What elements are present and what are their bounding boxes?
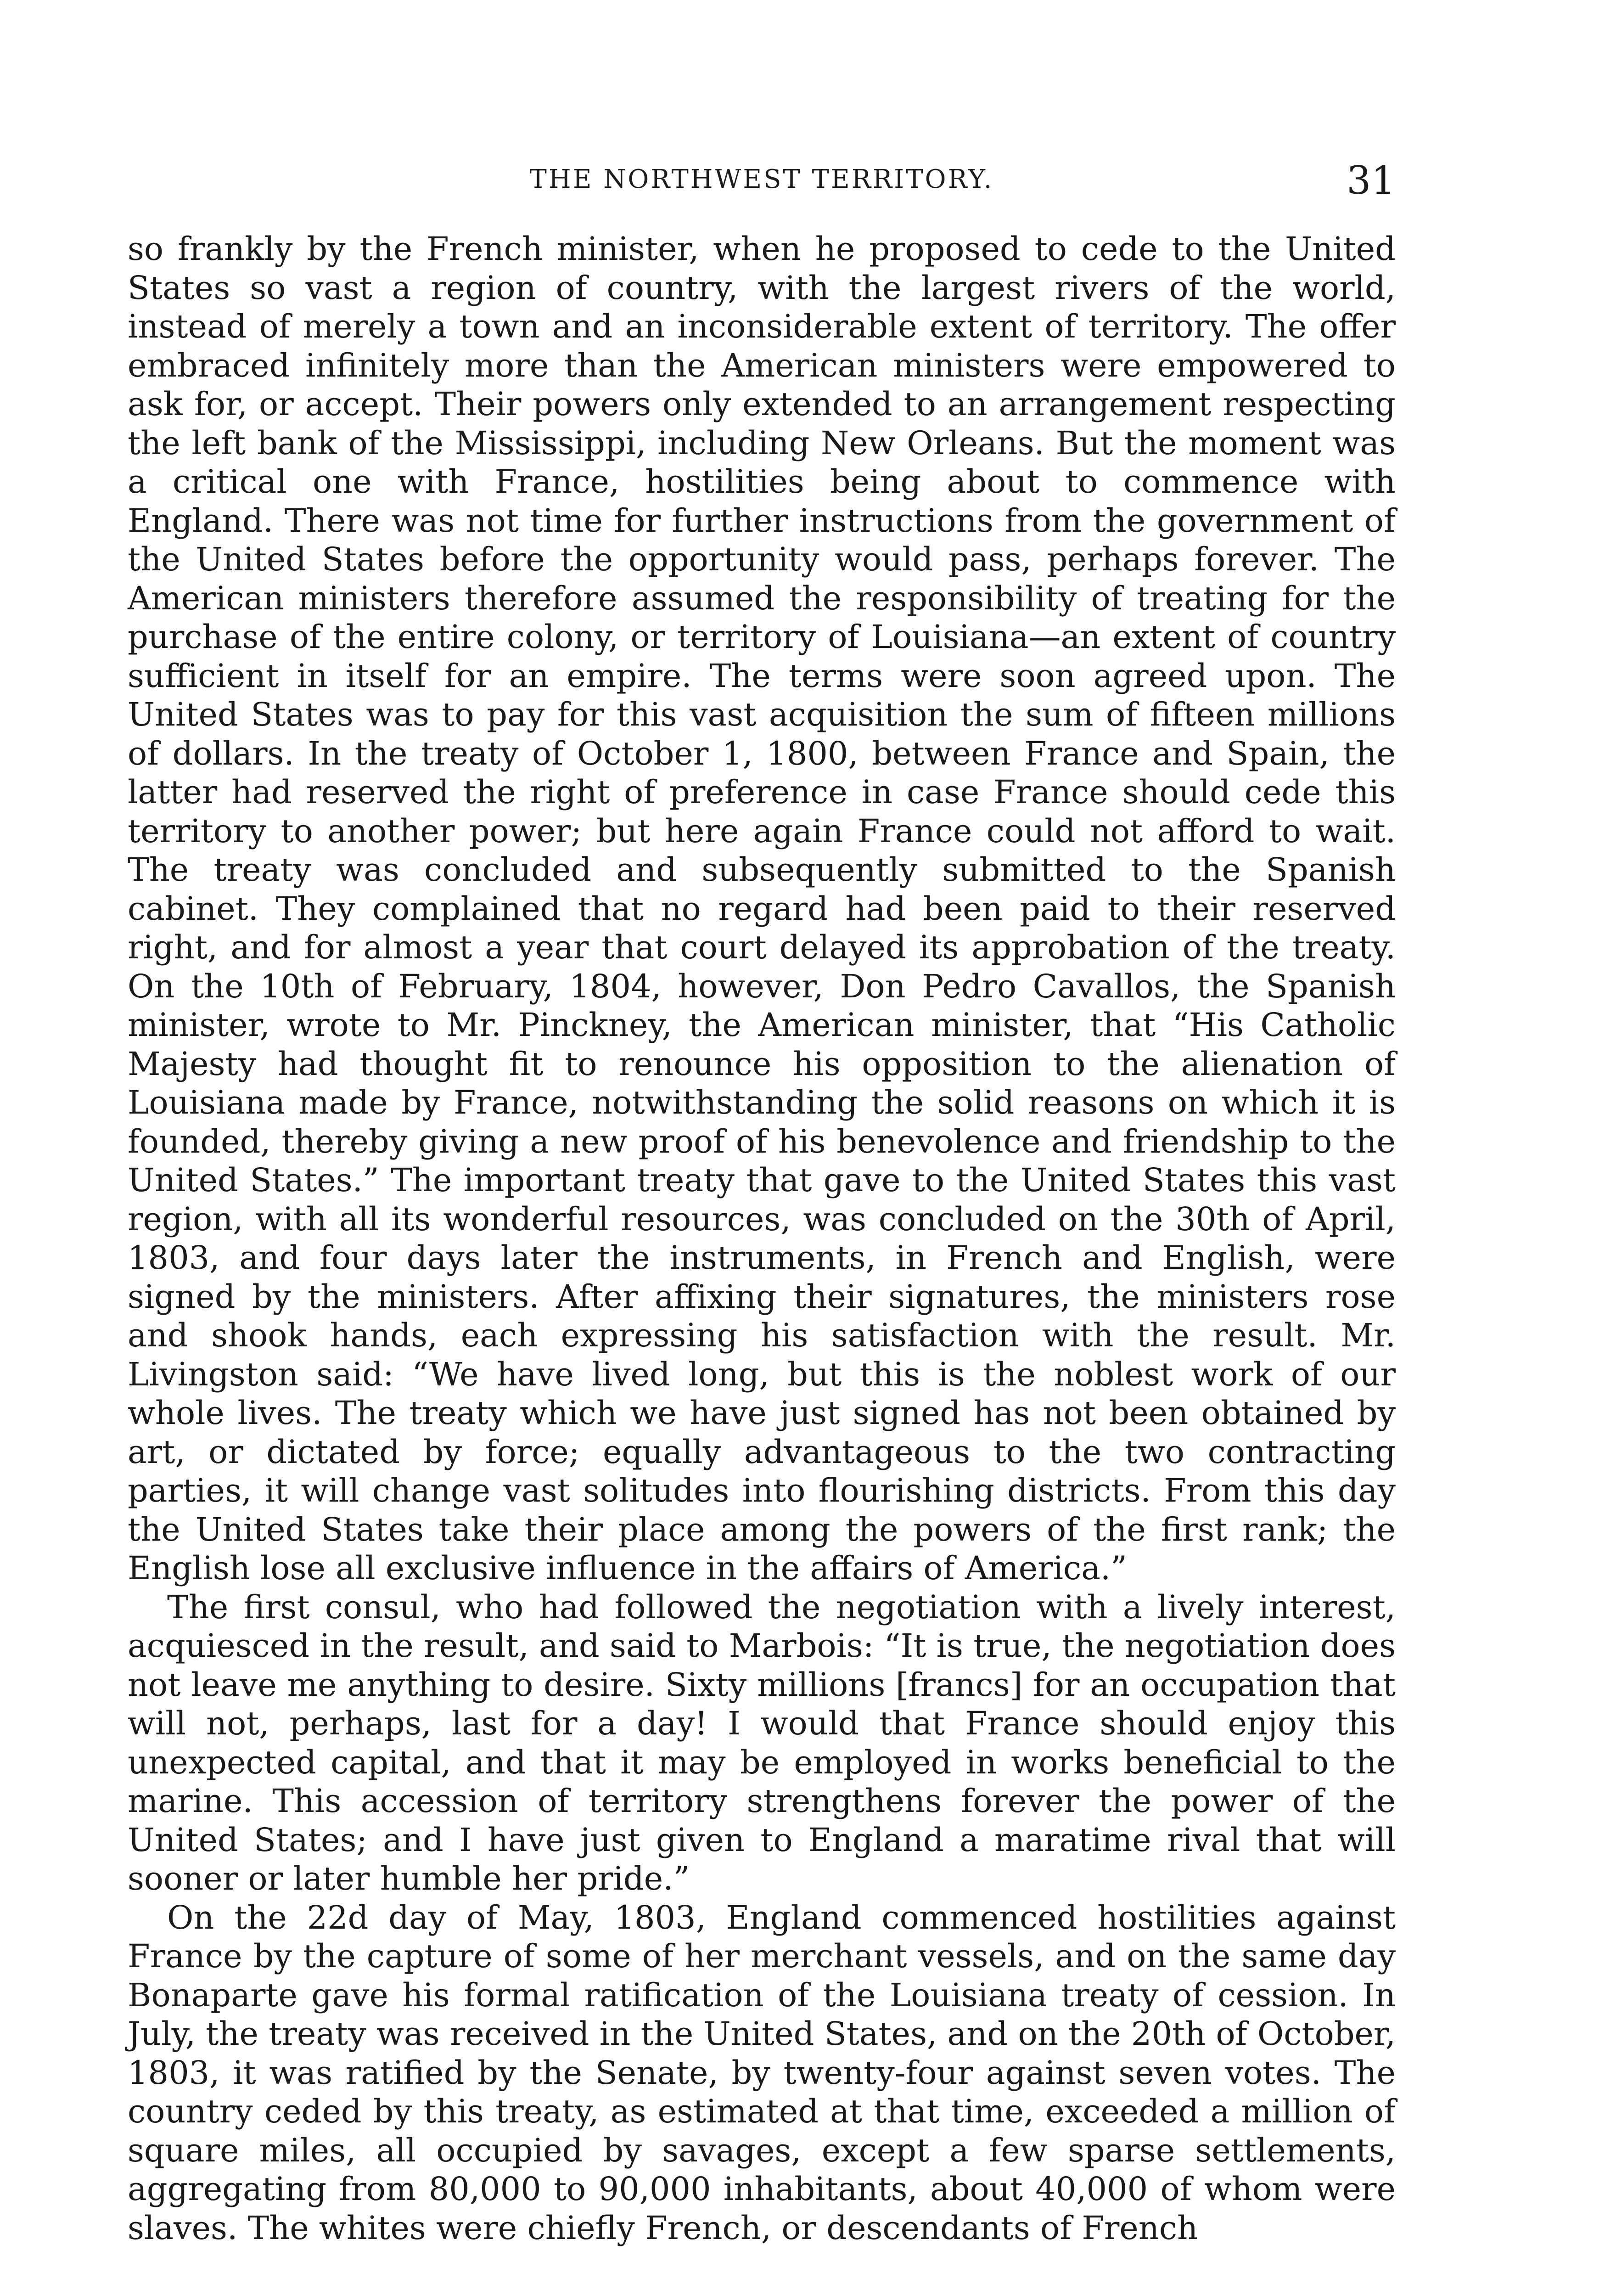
running-title: THE NORTHWEST TERRITORY. [529,164,994,194]
running-header [128,158,1396,206]
paragraph-1: so frankly by the French minister, when he proposed to cede to the United States so vast a region of country, with the largest rivers of the world, instead of merely a town and an inconsiderable extent of territory. The offer embraced infinitely more than the American ministers were empowered to ask for, or accept. Their powers only extended to an arrangement respecting the left bank of the Mississippi, including New Orleans. But the moment was a critical one with France, hostilities being about to commence with England. There was not time for further instructions from the government of the United States before the opportunity would pass, perhaps forever. The American ministers therefore assumed the responsibility of treating for the purchase of the entire colony, or territory of Louisiana—an extent of country sufficient in itself for an empire. The terms were soon agreed upon. The United States was to pay for this vast acquisition the sum of fifteen millions of dollars. In the treaty of October 1, 1800, between France and Spain, the latter had reserved the right of preference in case France should cede this territory to another power; but here again France could not afford to wait. The treaty was concluded and subsequently submitted to the Spanish cabinet. They complained that no regard had been paid to their reserved right, and for almost a year that court delayed its approbation of the treaty. On the 10th of February, 1804, however, Don Pedro Cavallos, the Spanish minister, wrote to Mr. Pinckney, the American minister, that “His Catholic Majesty had thought fit to renounce his opposition to the alienation of Louisiana made by France, notwithstanding the solid reasons on which it is founded, thereby giving a new proof of his benevolence and friendship to the United States.” The important treaty that gave to the United States this vast region, with all its wonderful resources, was concluded on the 30th of April, 1803, and four days later the instruments, in French and English, were signed by the ministers. After affixing their signatures, the ministers rose and shook hands, each expressing his satisfaction with the result. Mr. Livingston said: “We have lived long, but this is the noblest work of our whole lives. The treaty which we have just signed has not been obtained by art, or dictated by force; equally advantageous to the two contracting parties, it will change vast solitudes into flourishing districts. From this day the United States take their place among the powers of the first rank; the English lose all exclusive influence in the affairs of America.” [128,230,1396,1587]
page-number: 31 [1347,158,1396,203]
paragraph-3: On the 22d day of May, 1803, England commenced hostilities against France by the capture of some of her merchant vessels, and on the same day Bonaparte gave his formal ratification of the Louisiana treaty of cession. In July, the treaty was received in the United States, and on the 20th of October, 1803, it was ratified by the Senate, by twenty-four against seven votes. The country ceded by this treaty, as estimated at that time, exceeded a million of square miles, all occupied by savages, except a few sparse settlements, aggregating from 80,000 to 90,000 inhabitants, about 40,000 of whom were slaves. The whites were chiefly French, or descendants of French [128,1898,1396,2247]
body-text [128,230,1396,2247]
paragraph-2: The first consul, who had followed the negotiation with a lively interest, acquiesced in the result, and said to Marbois: “It is true, the negotiation does not leave me anything to desire. Sixty millions [francs] for an occupation that will not, perhaps, last for a day! I would that France should enjoy this unexpected capital, and that it may be employed in works beneficial to the marine. This accession of territory strengthens forever the power of the United States; and I have just given to England a maratime rival that will sooner or later humble her pride.” [128,1588,1396,1897]
